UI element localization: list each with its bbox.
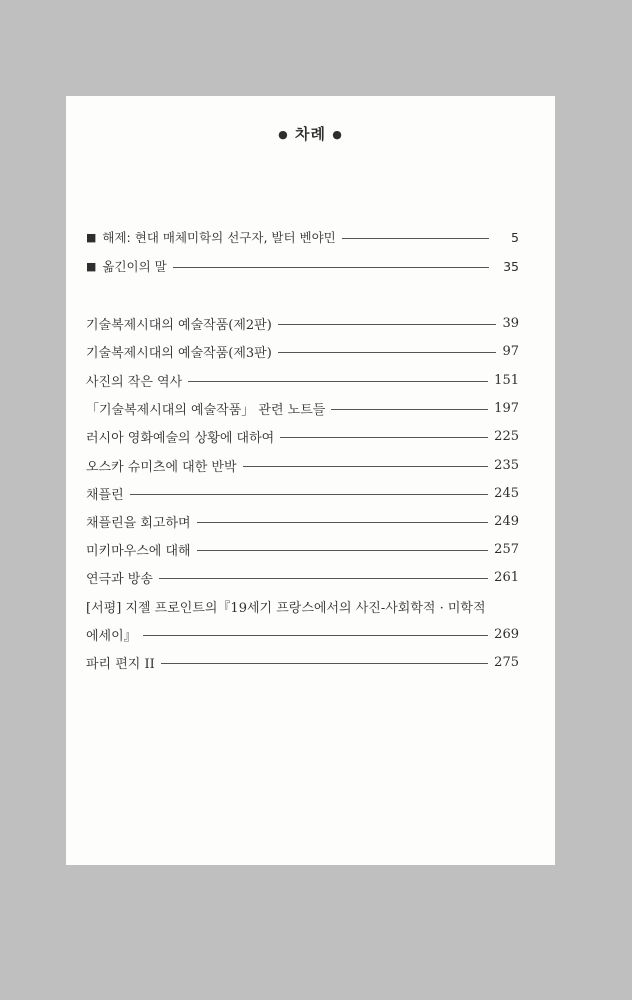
toc-head-entry[interactable] xyxy=(86,227,519,247)
toc-entry[interactable] xyxy=(86,370,519,390)
title-bullet-left: ● xyxy=(278,128,289,141)
dot-leader xyxy=(188,381,488,382)
dot-leader xyxy=(130,494,488,495)
toc-title xyxy=(66,123,555,144)
toc-entry[interactable] xyxy=(86,426,519,446)
toc-title-text: 차례 xyxy=(295,125,326,143)
toc-entry-page: 197 xyxy=(494,400,519,416)
toc-entry-title: 채플린 xyxy=(86,487,124,503)
toc-entry-title: 「기술복제시대의 예술작품」 관련 노트들 xyxy=(86,402,326,418)
square-bullet-icon: ■ xyxy=(86,259,97,273)
dot-leader xyxy=(278,324,497,325)
toc-entry-title: 기술복제시대의 예술작품(제2판) xyxy=(86,317,272,333)
toc-entry-page: 257 xyxy=(494,541,519,557)
toc-entry-title: 연극과 방송 xyxy=(86,571,153,587)
toc-entry[interactable] xyxy=(86,483,519,503)
dot-leader xyxy=(197,522,489,523)
toc-entry[interactable] xyxy=(86,652,519,672)
dot-leader xyxy=(173,267,489,268)
toc-entry-page: 5 xyxy=(511,229,519,245)
toc-entry-page: 35 xyxy=(503,258,519,274)
toc-entry-page: 235 xyxy=(494,457,519,473)
book-page xyxy=(66,96,555,865)
dot-leader xyxy=(342,238,489,239)
toc-entry[interactable] xyxy=(86,567,519,587)
toc-review-entry-line2[interactable] xyxy=(86,624,519,644)
square-bullet-icon: ■ xyxy=(86,230,97,244)
toc-entry-title-continued: 에세이』 xyxy=(86,628,137,644)
dot-leader xyxy=(331,409,488,410)
toc-entry[interactable] xyxy=(86,455,519,475)
toc-entry[interactable] xyxy=(86,539,519,559)
title-bullet-right: ● xyxy=(332,128,343,141)
dot-leader xyxy=(143,635,488,636)
toc-entry-title: 오스카 슈미츠에 대한 반박 xyxy=(86,459,237,475)
toc-entry-title: 옮긴이의 말 xyxy=(102,259,167,274)
toc-entry-page: 249 xyxy=(494,513,519,529)
dot-leader xyxy=(197,550,489,551)
dot-leader xyxy=(161,663,488,664)
toc-review-entry-line1[interactable] xyxy=(86,596,526,616)
toc-entry-title: 해제: 현대 매체미학의 선구자, 발터 벤야민 xyxy=(102,230,336,245)
dot-leader xyxy=(159,578,488,579)
toc-entry-page: 39 xyxy=(502,315,519,331)
toc-entry[interactable] xyxy=(86,313,519,333)
dot-leader xyxy=(243,466,489,467)
toc-entry-page: 261 xyxy=(494,569,519,585)
toc-entry[interactable] xyxy=(86,398,519,418)
dot-leader xyxy=(278,352,497,353)
toc-entry-page: 275 xyxy=(494,654,519,670)
toc-entry-page: 269 xyxy=(494,626,519,642)
toc-entry-title: [서평] 지젤 프로인트의『19세기 프랑스에서의 사진-사회학적 · 미학적 xyxy=(86,600,486,616)
toc-entry-page: 245 xyxy=(494,485,519,501)
toc-entry-title: 러시아 영화예술의 상황에 대하여 xyxy=(86,430,275,446)
toc-entry[interactable] xyxy=(86,511,519,531)
toc-entry-title: 채플린을 회고하며 xyxy=(86,515,191,531)
toc-head-entry[interactable] xyxy=(86,256,519,276)
toc-entry[interactable] xyxy=(86,341,519,361)
toc-entry-title: 사진의 작은 역사 xyxy=(86,374,183,390)
toc-entry-page: 225 xyxy=(494,428,519,444)
toc-entry-title: 미키마우스에 대해 xyxy=(86,543,191,559)
toc-entry-title: 기술복제시대의 예술작품(제3판) xyxy=(86,345,272,361)
toc-entry-page: 151 xyxy=(494,372,519,388)
dot-leader xyxy=(280,437,488,438)
toc-entry-page: 97 xyxy=(502,343,519,359)
toc-entry-title: 파리 편지 II xyxy=(86,656,155,672)
